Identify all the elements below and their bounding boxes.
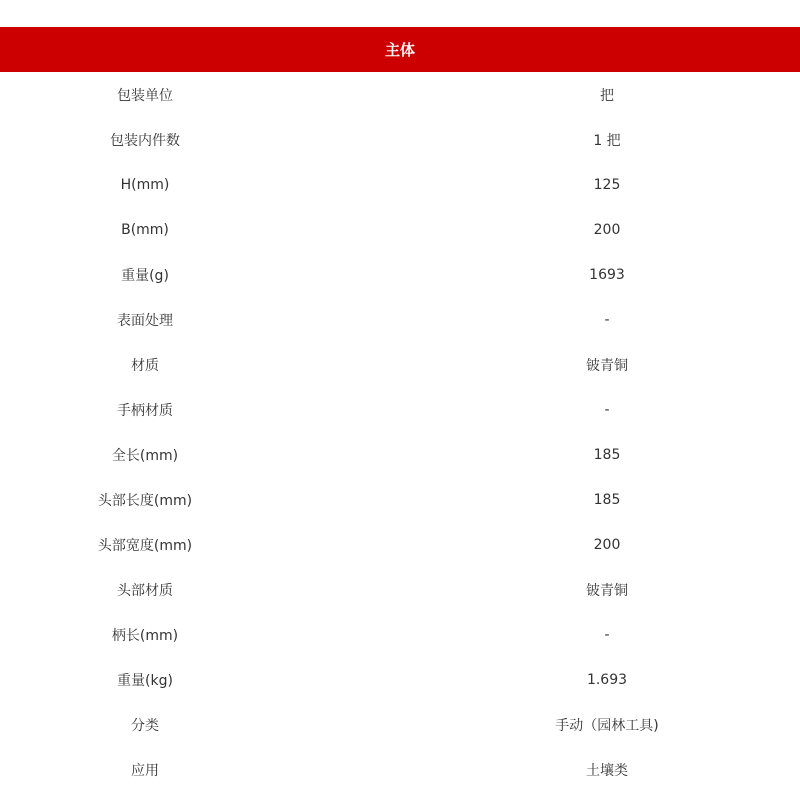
spec-value-cell [290, 355, 800, 375]
spec-value: 手动（园林工具) [555, 717, 659, 734]
spec-label: 柄长(mm) [111, 627, 179, 644]
spec-label: 全长(mm) [111, 447, 179, 464]
spec-value-cell [290, 130, 800, 150]
table-row [0, 207, 800, 252]
spec-value-cell [290, 177, 800, 193]
spec-value: 1 把 [593, 132, 621, 149]
spec-value-cell [290, 672, 800, 688]
table-row [0, 297, 800, 342]
spec-label: 头部材质 [117, 582, 173, 599]
spec-value: 200 [593, 536, 621, 553]
spec-value-cell [290, 627, 800, 643]
table-row [0, 72, 800, 117]
table-row [0, 117, 800, 162]
table-row [0, 612, 800, 657]
spec-value: 185 [593, 491, 621, 508]
spec-value-cell [290, 492, 800, 508]
table-row [0, 387, 800, 432]
spec-value-cell [290, 85, 800, 105]
spec-value: 土壤类 [586, 762, 628, 779]
spec-value-cell [290, 715, 800, 735]
table-row [0, 522, 800, 567]
spec-value-cell [290, 537, 800, 553]
table-row [0, 747, 800, 792]
spec-label: 表面处理 [117, 312, 173, 329]
table-row [0, 252, 800, 297]
table-row [0, 702, 800, 747]
spec-label: 重量(kg) [117, 672, 173, 689]
spec-label: 应用 [131, 762, 159, 779]
table-row [0, 477, 800, 522]
spec-value-cell [290, 447, 800, 463]
spec-label: 手柄材质 [117, 402, 173, 419]
table-row [0, 162, 800, 207]
spec-value: 铍青铜 [586, 582, 628, 599]
spec-value-cell [290, 402, 800, 418]
spec-label: B(mm) [121, 221, 169, 238]
section-title: 主体 [384, 41, 415, 59]
spec-label: 头部宽度(mm) [97, 537, 193, 554]
table-row [0, 567, 800, 612]
spec-value: 1.693 [586, 671, 628, 688]
table-row [0, 432, 800, 477]
table-row [0, 342, 800, 387]
spec-label: H(mm) [120, 176, 170, 193]
table-row [0, 657, 800, 702]
spec-label: 重量(g) [121, 267, 169, 284]
spec-value-cell [290, 760, 800, 780]
spec-value-cell [290, 267, 800, 283]
spec-label: 包装内件数 [110, 132, 180, 149]
spec-value-cell [290, 222, 800, 238]
spec-label: 材质 [131, 357, 159, 374]
spec-value: 200 [593, 221, 621, 238]
spec-label: 头部长度(mm) [97, 492, 193, 509]
spec-value-cell [290, 580, 800, 600]
spec-table [0, 72, 800, 792]
spec-value: - [604, 311, 610, 328]
spec-label: 分类 [131, 717, 159, 734]
spec-value: - [604, 401, 610, 418]
spec-value: 把 [600, 87, 614, 104]
spec-value: 铍青铜 [586, 357, 628, 374]
spec-value: 125 [593, 176, 621, 193]
spec-value: 1693 [589, 266, 625, 283]
spec-value: 185 [593, 446, 621, 463]
spec-value: - [604, 626, 610, 643]
section-header [0, 27, 800, 72]
spec-label: 包装单位 [117, 87, 173, 104]
spec-value-cell [290, 312, 800, 328]
